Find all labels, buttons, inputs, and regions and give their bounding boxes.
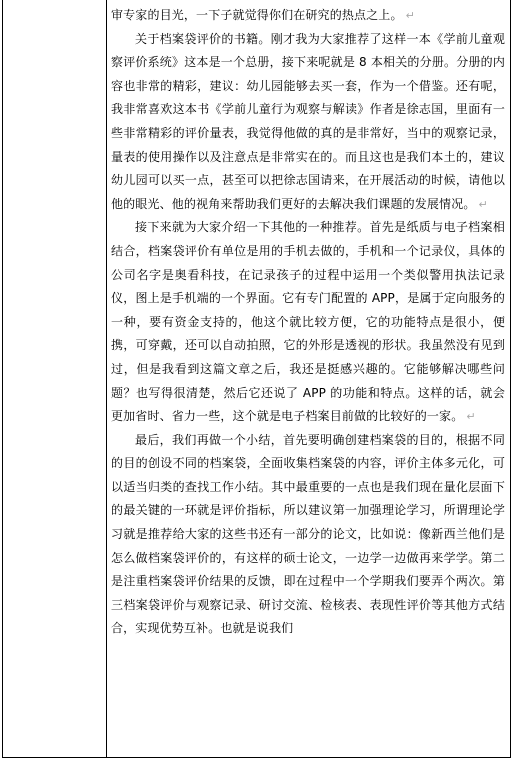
- paragraph-1-text: 审专家的目光，一下子就觉得你们在研究的热点之上。: [111, 8, 403, 22]
- table-left-column: [3, 0, 106, 757]
- paragraph-mark-icon: ↵: [466, 410, 476, 424]
- paragraph-1: [111, 4, 505, 28]
- table-content-cell: [111, 4, 505, 641]
- table-column-divider: [106, 0, 107, 757]
- document-table: [2, 0, 511, 758]
- paragraph-mark-icon: ↵: [478, 197, 488, 211]
- paragraph-3: [111, 216, 505, 428]
- paragraph-2: [111, 28, 505, 217]
- paragraph-4-text: 最后，我们再做一个小结，首先要明确创建档案袋的目的，根据不同的目的创设不同的档案袋，全面收集档案袋的内容，评价主体多元化，可以适当归类的查找工作小结。其中最重要的一点也是我们现在量化层面下的最关键的一环就是评价指标，所以建议第一加强理论学习，所谓理论学习就是推荐给大家的这些书还有一部分的论文，比如说：像新西兰他们是怎么做档案袋评价的，有这样的硕士论文，一边学一边做再来学学。第二是注重档案袋评价结果的反馈，即在过程中一个学期我们要弄个两次。第三档案袋评价与观察记录、研讨交流、检核表、表现性评价等其他方式结合，实现优势互补。也就是说我们: [111, 432, 505, 636]
- paragraph-2-text: 关于档案袋评价的书籍。刚才我为大家推荐了这样一本《学前儿童观察评价系统》这本是一个总册，接下来呢就是 8 本相关的分册。分册的内容也非常的精彩，建议：幼儿园能够去买一套，作为一个借鉴。还有呢，我非常喜欢这本书《学前儿童行为观察与解读》作者是徐志国，里面有一些非常精彩的评价量表，我觉得他做的真的是非常好，当中的观察记录，量表的使用操作以及注意点是非常实在的。而且这也是我们本土的，建议幼儿园可以买一点，甚至可以把徐志国请来，在开展活动的时候，请他以他的眼光、他的视角来帮助我们更好的去解决我们课题的发展情况。: [111, 31, 505, 211]
- paragraph-mark-icon: ↵: [405, 9, 415, 22]
- paragraph-4: [111, 429, 505, 641]
- paragraph-3-text: 接下来就为大家介绍一下其他的一种推荐。首先是纸质与电子档案相结合，档案袋评价有单位是用的手机去做的，手机和一个记录仪，具体的公司名字是奥看科技，在记录孩子的过程中运用一个类似警用执法记录仪，图上是手机端的一个界面。它有专门配置的 APP，是属于定向服务的一种，要有资金支持的，他这个就比较方便，它的功能特点是很小，便携，可穿戴，还可以自动拍照，它的外形是透视的形状。我虽然没有见到过，但是我看到这篇文章之后，我还是挺感兴趣的。它能够解决哪些问题？也写得很清楚，然后它还说了 APP 的功能和特点。这样的话，就会更加省时、省力一些，这个就是电子档案目前做的比较好的一家。: [111, 220, 505, 424]
